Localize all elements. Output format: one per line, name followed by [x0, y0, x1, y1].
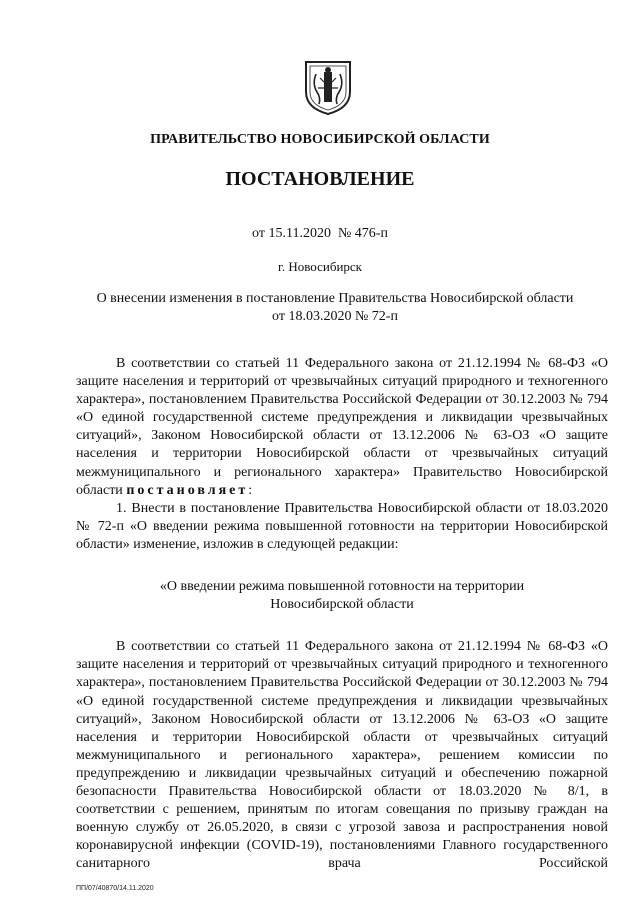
document-subject — [70, 290, 600, 326]
footer-code: ПП/07/40870/14.11.2020 — [76, 885, 154, 892]
preamble-paragraph — [76, 355, 608, 500]
new-title-line: «О введении режима повышенной готовности на территории — [159, 579, 525, 595]
new-preamble-paragraph: В соответствии со статьей 11 Федерального закона от 21.12.1994 № 68-ФЗ «О защите населения и территорий от чрезвычайных ситуаций природного и техногенного характера», постановлением Правительства Российской Федерации от 30.12.2003 № 794 «О единой государственной системе предупреждения и ликвидации чрезвычайных ситуаций», Законом Новосибирской области от 13.12.2006 № 63-ОЗ «О защите населения и территории Новосибирской области от чрезвычайных ситуаций межмуниципального и регионального характера», решением комиссии по предупреждению и ликвидации чрезвычайных ситуаций и обеспечению пожарной безопасности Правительства Новосибирской области от 18.03.2020 № 8/1, в соответствии с решением, принятым по итогам совещания по призыву граждан на военную службу от 26.05.2020, в связи с угрозой завоза и распространения новой коронавирусной инфекции (COVID-19), постановлениями Главного государственного санитарного врача Российской — [76, 639, 608, 872]
document-type: ПОСТАНОВЛЕНИЕ — [225, 168, 415, 190]
resolves-word: постановляет — [126, 482, 249, 498]
coat-of-arms-icon — [302, 58, 354, 116]
organization-name: ПРАВИТЕЛЬСТВО НОВОСИБИРСКОЙ ОБЛАСТИ — [150, 132, 490, 147]
date-and-number: от 15.11.2020 № 476-п — [252, 226, 388, 241]
city: г. Новосибирск — [277, 259, 362, 274]
subject-line: О внесении изменения в постановление Правительства Новосибирской области — [96, 291, 574, 306]
resolves-colon: : — [248, 482, 253, 498]
item-1-paragraph: 1. Внести в постановление Правительства Новосибирской области от 18.03.2020 № 72-п «О введении режима повышенной готовности на территории Новосибирской области» изменение, изложив в следующей редакции: — [76, 500, 608, 552]
new-title-line: Новосибирской области — [270, 597, 414, 613]
new-title — [76, 578, 608, 614]
subject-line: от 18.03.2020 № 72-п — [272, 309, 398, 324]
preamble-text: В соответствии со статьей 11 Федерального закона от 21.12.1994 № 68-ФЗ «О защите населения и территорий от чрезвычайных ситуаций природного и техногенного характера», постановлением Правительства Российской Федерации от 30.12.2003 № 794 «О единой государственной системе предупреждения и ликвидации чрезвычайных ситуаций», Законом Новосибирской области от 13.12.2006 № 63-ОЗ «О защите населения и территории Новосибирской области от чрезвычайных ситуаций межмуниципального и регионального характера» Правительство Новосибирской области — [76, 356, 608, 498]
document-body — [76, 355, 608, 873]
